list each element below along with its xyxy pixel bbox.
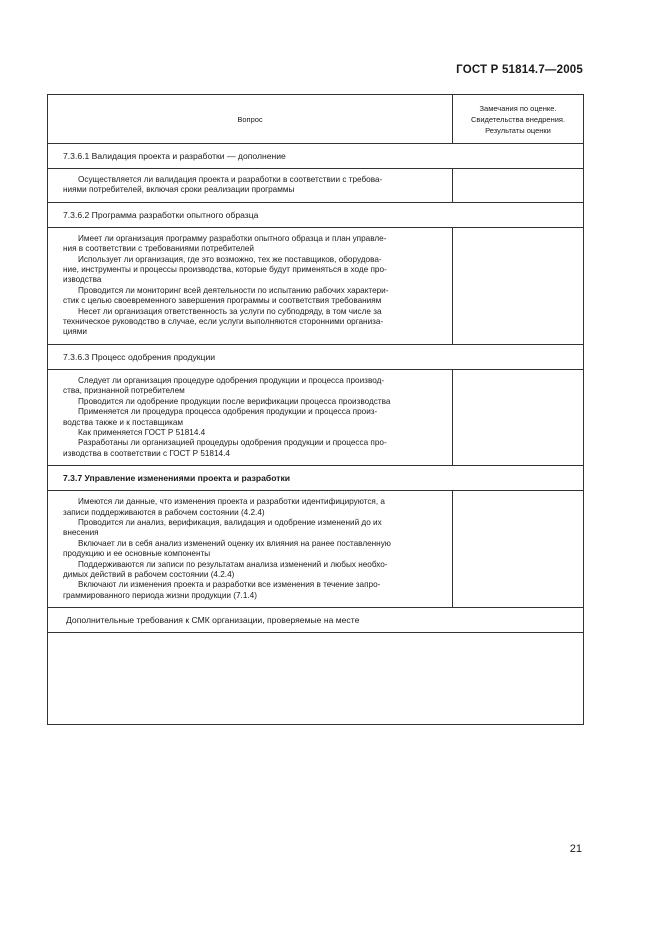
question-line: Следует ли организация процедуре одобрения продукции и процесса производ- — [78, 375, 385, 385]
question-line: стик с целью своевременного завершения программы и соответствия требованиям — [63, 296, 382, 306]
question-line: Поддерживаются ли записи по результатам анализа изменений и любых необхо- — [78, 559, 388, 569]
question-line: циями — [63, 327, 87, 337]
section-title-row — [48, 466, 584, 491]
notes-cell[interactable] — [453, 169, 584, 203]
question-line: изводства в соответствии с ГОСТ Р 51814.4 — [63, 448, 230, 458]
section-title-row — [48, 202, 584, 227]
question-line: Применяется ли процедура процесса одобрения продукции и процесса произ- — [78, 407, 378, 417]
question-line: Имеет ли организация программу разработки опытного образца и план управле- — [78, 233, 387, 243]
question-line: Включает ли в себя анализ изменений оценку их влияния на ранее поставленную — [78, 538, 391, 548]
question-line: изводства — [63, 275, 102, 285]
question-line: ниями потребителей, включая сроки реализации программы — [63, 185, 295, 195]
question-line: записи поддерживаются в рабочем состоянии (4.2.4) — [63, 507, 265, 517]
column-header-notes — [453, 95, 584, 144]
section-title: 7.3.6.1 Валидация проекта и разработки — дополнение — [48, 144, 584, 169]
question-line: ния в соответствии с требованиями потребителей — [63, 244, 254, 254]
table-header-row — [48, 95, 584, 144]
question-line: Включают ли изменения проекта и разработки все изменения в течение запро- — [78, 580, 381, 590]
question-text — [48, 227, 453, 344]
question-line: Разработаны ли организацией процедуры одобрения продукции и процесса про- — [78, 438, 387, 448]
section-title: 7.3.6.2 Программа разработки опытного образца — [48, 202, 584, 227]
section-title: 7.3.6.3 Процесс одобрения продукции — [48, 344, 584, 369]
question-line: водства также и к поставщикам — [63, 417, 184, 427]
question-line: техническое руководство в случае, если услуги выполняются сторонними организа- — [63, 317, 384, 327]
question-line: Осуществляется ли валидация проекта и разработки в соответствии с требова- — [78, 175, 383, 184]
question-text — [48, 369, 453, 465]
column-header-question: Вопрос — [48, 95, 453, 144]
section-title: 7.3.7 Управление изменениями проекта и разработки — [48, 466, 584, 491]
question-text — [48, 491, 453, 608]
additional-empty-row — [48, 633, 584, 725]
notes-header-text: Замечания по оценке. Свидетельства внедрения. Результаты оценки — [470, 104, 566, 135]
question-row — [48, 369, 584, 465]
notes-cell[interactable] — [453, 227, 584, 344]
section-title-row — [48, 144, 584, 169]
question-row — [48, 169, 584, 203]
question-line: Использует ли организация, где это возможно, тех же поставщиков, оборудова- — [78, 254, 382, 264]
question-line: Проводится ли анализ, верификация, валидация и одобрение изменений до их — [78, 517, 382, 527]
question-line: ние, инструменты и процессы производства, которые будут применяться в ходе про- — [63, 265, 387, 275]
question-line: ства, признанной потребителем — [63, 386, 185, 396]
section-title-row — [48, 344, 584, 369]
question-line: граммированного периода жизни продукции (7.1.4) — [63, 590, 257, 600]
question-line: Проводится ли мониторинг всей деятельности по испытанию рабочих характери- — [78, 285, 389, 295]
document-code: ГОСТ Р 51814.7—2005 — [456, 64, 583, 76]
additional-requirements-cell[interactable] — [48, 633, 584, 725]
question-line: димых действий в рабочем состоянии (4.2.4) — [63, 569, 235, 579]
question-line: Имеются ли данные, что изменения проекта и разработки идентифицируются, а — [78, 497, 385, 507]
notes-cell[interactable] — [453, 491, 584, 608]
notes-cell[interactable] — [453, 369, 584, 465]
question-line: Несет ли организация ответственность за услуги по субподряду, в том числе за — [78, 306, 382, 316]
assessment-table — [47, 94, 584, 725]
question-line: продукцию и ее основные компоненты — [63, 549, 211, 559]
question-line: внесения — [63, 528, 99, 538]
additional-title-row — [48, 608, 584, 633]
question-row — [48, 227, 584, 344]
question-line: Как применяется ГОСТ Р 51814.4 — [78, 427, 206, 437]
question-row — [48, 491, 584, 608]
page-number: 21 — [569, 843, 582, 855]
question-text — [48, 169, 453, 203]
question-line: Проводится ли одобрение продукции после верификации процесса производства — [78, 396, 391, 406]
additional-requirements-title: Дополнительные требования к СМК организации, проверяемые на месте — [48, 608, 584, 633]
